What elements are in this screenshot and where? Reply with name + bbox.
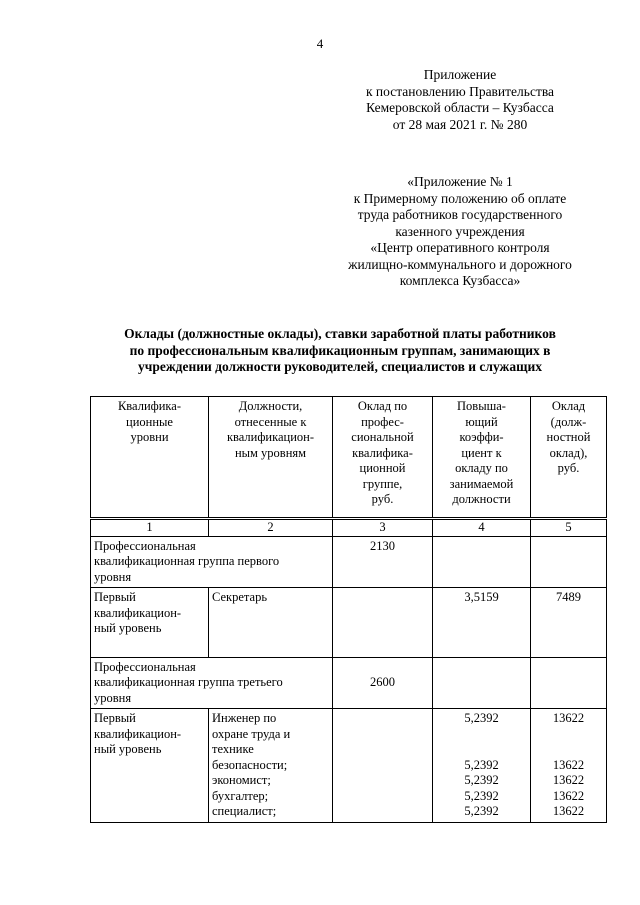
page-number: 4 <box>316 36 324 51</box>
group3-name: Профессиональная квалификационная группа третьего уровня <box>91 657 333 709</box>
group1-name: Профессиональная квалификационная группа первого уровня <box>91 536 333 588</box>
column-number-row: 1 2 3 4 5 <box>91 519 607 537</box>
table-row <box>91 536 607 588</box>
group3-coefficients: 5,2392 5,2392 5,2392 5,2392 5,2392 <box>433 709 531 823</box>
group3-positions: Инженер по охране труда и технике безопасности; экономист; бухгалтер; специалист; <box>209 709 333 823</box>
appendix-decree-reference: Приложение к постановлению Правительства Кемеровской области – Кузбасса от 28 мая 2021 г. № 280 <box>365 67 555 132</box>
header-coefficient: Повыша- ющий коэффи- циент к окладу по занимаемой должности <box>433 397 531 519</box>
header-group-salary: Оклад по профес- сиональной квалифика- ционной группе, руб. <box>333 397 433 519</box>
document-title: Оклады (должностные оклады), ставки заработной платы работников по профессиональным квалификационным группам, занимающих в учреждении должности руководителей, специалистов и служащих <box>124 326 556 374</box>
group3-amounts: 13622 13622 13622 13622 13622 <box>531 709 607 823</box>
group1-salary: 2130 <box>333 536 433 588</box>
group1-coefficient: 3,5159 <box>433 588 531 658</box>
header-positions: Должности, отнесенные к квалификацион- ным уровням <box>209 397 333 519</box>
salary-table <box>90 396 607 823</box>
group1-level: Первый квалификацион- ный уровень <box>91 588 209 658</box>
table-row <box>91 588 607 658</box>
header-qualification-levels: Квалифика- ционные уровни <box>91 397 209 519</box>
group1-position: Секретарь <box>209 588 333 658</box>
header-salary: Оклад (долж- ностной оклад), руб. <box>531 397 607 519</box>
table-header-row <box>91 397 607 519</box>
table-row <box>91 657 607 709</box>
table-row <box>91 709 607 823</box>
group3-salary: 2600 <box>333 657 433 709</box>
group1-amount: 7489 <box>531 588 607 658</box>
group3-level: Первый квалификацион- ный уровень <box>91 709 209 823</box>
appendix-regulation-reference: «Приложение № 1 к Примерному положению об оплате труда работников государственного казенного учреждения «Центр оперативного контроля жилищно-коммунального и дорожного комплекса Кузбасса» <box>348 174 572 288</box>
